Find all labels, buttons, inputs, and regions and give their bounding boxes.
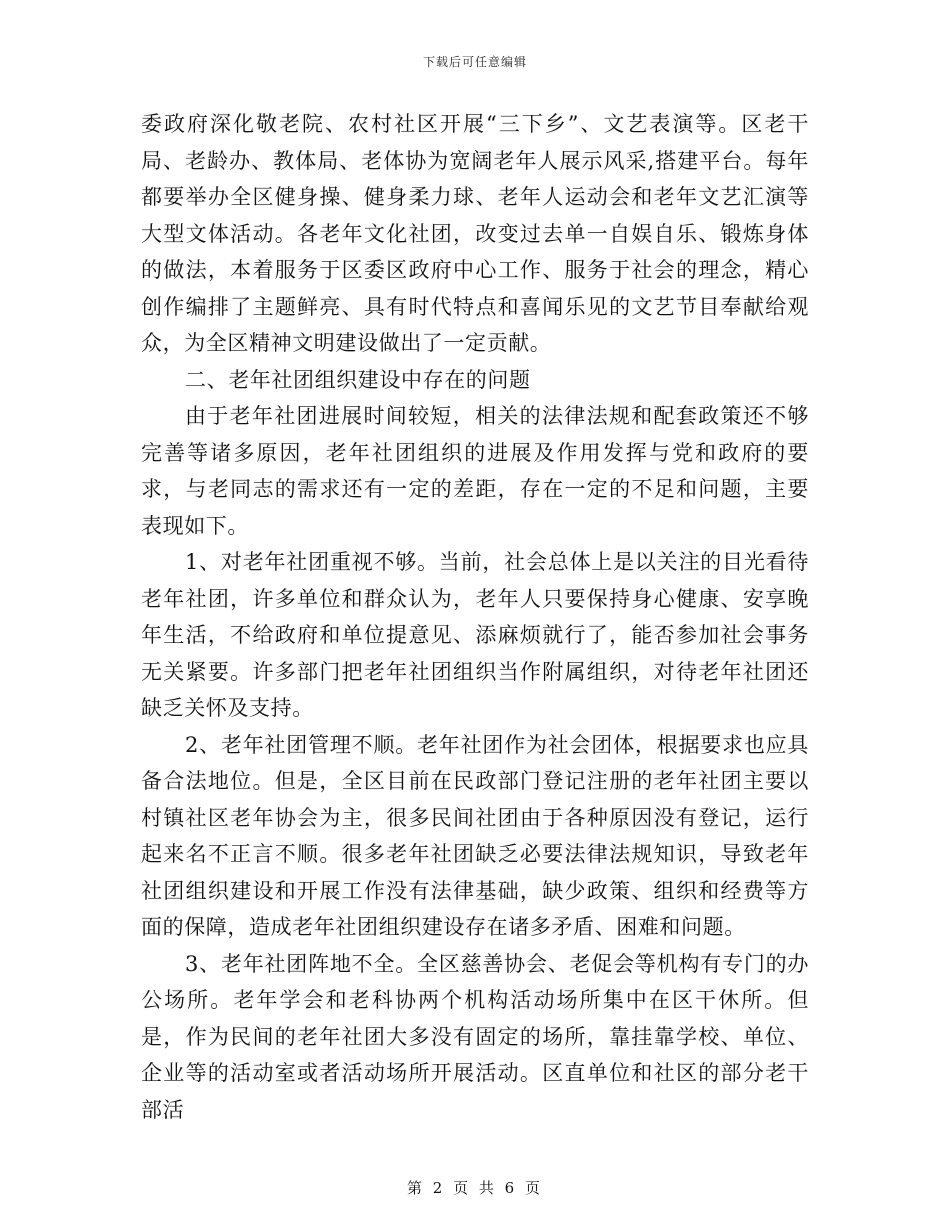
page-header: 下载后可任意编辑 xyxy=(422,55,527,69)
paragraph-continuation: 委政府深化敬老院、农村社区开展“三下乡”、文艺表演等。区老干局、老龄办、教体局、老体协为宽阔老年人展示风采,搭建平台。每年都要举办全区健身操、健身柔力球、老年人运动会和老年文艺汇演等大型文体活动。各老年文化社团，改变过去单一自娱自乐、锻炼身体的做法，本着服务于区委区政府中心工作、服务于社会的理念，精心创作编排了主题鲜亮、具有时代特点和喜闻乐见的文艺节目奉献给观众，为全区精神文明建设做出了一定贡献。 xyxy=(141,112,810,355)
section-heading: 二、老年社团组织建设中存在的问题 xyxy=(185,367,531,392)
paragraph-item-1: 1、对老年社团重视不够。当前，社会总体上是以关注的目光看待老年社团，许多单位和群众认为，老年人只要保持身心健康、安享晚年生活，不给政府和单位提意见、添麻烦就行了，能否参加社会事务无关紧要。许多部门把老年社团组织当作附属组织，对待老年社团还缺乏关怀及支持。 xyxy=(141,550,809,720)
paragraph-intro: 由于老年社团进展时间较短，相关的法律法规和配套政策还不够完善等诸多原因，老年社团组织的进展及作用发挥与党和政府的要求，与老同志的需求还有一定的差距，存在一定的不足和问题，主要表现如下。 xyxy=(141,404,809,538)
paragraph-item-3: 3、老年社团阵地不全。全区慈善协会、老促会等机构有专门的办公场所。老年学会和老科协两个机构活动场所集中在区干休所。但是，作为民间的老年社团大多没有固定的场所，靠挂靠学校、单位、企业等的活动室或者活动场所开展活动。区直单位和社区的部分老干部活 xyxy=(141,951,809,1122)
paragraph-item-2: 2、老年社团管理不顺。老年社团作为社会团体，根据要求也应具备合法地位。但是，全区目前在民政部门登记注册的老年社团主要以村镇社区老年协会为主，很多民间社团由于各种原因没有登记，运行起来名不正言不顺。很多老年社团缺乏必要法律法规知识，导致老年社团组织建设和开展工作没有法律基础，缺少政策、组织和经费等方面的保障，造成老年社团组织建设存在诸多矛盾、困难和问题。 xyxy=(141,732,809,939)
document-body xyxy=(141,106,809,1128)
page-number: 第 2 页 共 6 页 xyxy=(407,1179,543,1197)
